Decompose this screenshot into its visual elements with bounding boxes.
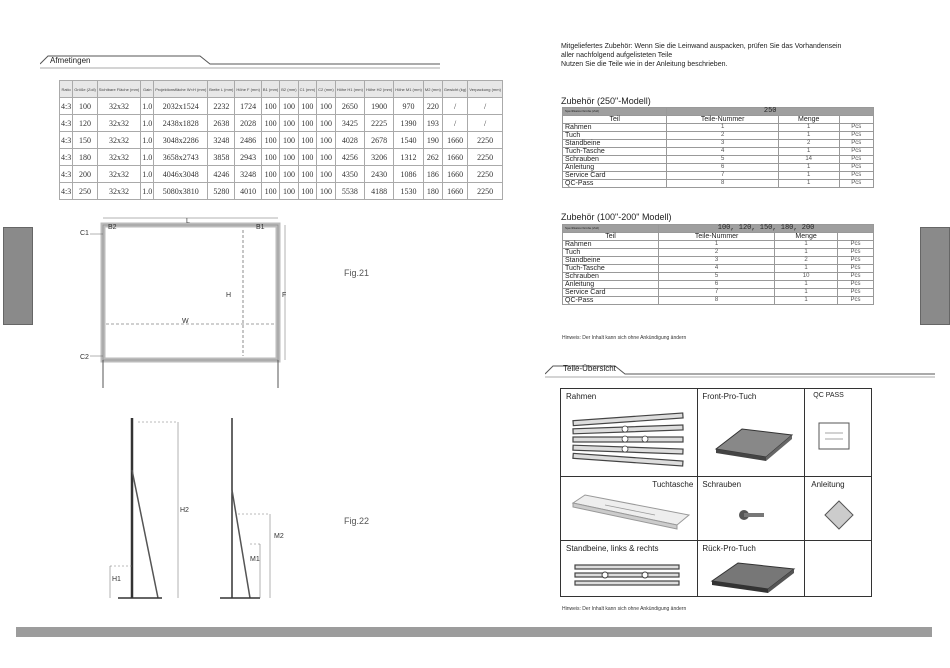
dim-cell: 2032x1524 bbox=[154, 98, 208, 115]
acc100-row bbox=[563, 241, 874, 249]
acc100-cell: Pcs bbox=[838, 257, 874, 265]
dim-cell: 1900 bbox=[364, 98, 393, 115]
dim-cell: 100 bbox=[280, 166, 298, 183]
footer-bar bbox=[16, 627, 932, 637]
dim-header-cell: B1 (mm) bbox=[261, 81, 279, 98]
acc250-row bbox=[563, 132, 874, 140]
dim-cell: 1390 bbox=[394, 115, 424, 132]
dim-cell: 100 bbox=[261, 132, 279, 149]
acc100-cell: 4 bbox=[659, 265, 775, 273]
dim-cell: 32x32 bbox=[97, 115, 140, 132]
dim-cell: 100 bbox=[317, 132, 336, 149]
dim-cell: 262 bbox=[423, 149, 442, 166]
parts-header bbox=[545, 360, 935, 380]
acc250-row bbox=[563, 180, 874, 188]
dim-cell: 100 bbox=[261, 98, 279, 115]
acc100-column-header: Teile-Nummer bbox=[659, 233, 775, 241]
dim-cell: 1530 bbox=[394, 183, 424, 200]
dim-cell: 32x32 bbox=[97, 183, 140, 200]
acc250-cell: 1 bbox=[778, 148, 839, 156]
acc100-cell: 8 bbox=[659, 297, 775, 305]
acc250-cell: Pcs bbox=[839, 164, 874, 172]
dim-header-cell: Höhe H2 (mm) bbox=[364, 81, 393, 98]
fig22-h1-label: H1 bbox=[112, 576, 121, 583]
dim-cell: 1660 bbox=[442, 149, 467, 166]
acc100-row bbox=[563, 265, 874, 273]
acc250-cell: 1 bbox=[778, 164, 839, 172]
acc250-cell: 2 bbox=[778, 140, 839, 148]
acc100-cell: Pcs bbox=[838, 241, 874, 249]
fig22-m2-label: M2 bbox=[274, 533, 284, 540]
dim-cell: / bbox=[442, 115, 467, 132]
acc250-cell: 3 bbox=[667, 140, 778, 148]
dim-header-cell: Breite L (mm) bbox=[208, 81, 235, 98]
dim-cell: 180 bbox=[423, 183, 442, 200]
acc250-cell: Pcs bbox=[839, 148, 874, 156]
acc100-cell: Tuch-Tasche bbox=[563, 265, 659, 273]
right-page-tab bbox=[920, 227, 950, 325]
acc100-cell: 5 bbox=[659, 273, 775, 281]
dim-cell: 4:3 bbox=[60, 183, 73, 200]
fig21-w-label: W bbox=[182, 318, 189, 325]
acc250-column-header bbox=[839, 116, 874, 124]
dim-cell: 100 bbox=[261, 115, 279, 132]
dim-cell: / bbox=[442, 98, 467, 115]
dim-cell: 1660 bbox=[442, 183, 467, 200]
dim-table-row bbox=[60, 183, 503, 200]
acc250-cell: 6 bbox=[667, 164, 778, 172]
acc250-row bbox=[563, 164, 874, 172]
fig21-f-label: F bbox=[282, 292, 287, 299]
dim-cell: 100 bbox=[261, 166, 279, 183]
part-label-rueck: Rück-Pro-Tuch bbox=[702, 544, 756, 553]
dim-header-cell: Projektionsfläche W×H (mm) bbox=[154, 81, 208, 98]
fig21-b1-label: B1 bbox=[256, 224, 265, 231]
fig22-label: Fig.22 bbox=[344, 516, 370, 526]
acc250-cell: Pcs bbox=[839, 132, 874, 140]
acc250-cell: 1 bbox=[778, 172, 839, 180]
dim-cell: 3206 bbox=[364, 149, 393, 166]
fig21-l-label: L bbox=[186, 218, 190, 225]
dim-cell: 4:3 bbox=[60, 166, 73, 183]
acc100-row bbox=[563, 297, 874, 305]
acc100-cell: 1 bbox=[775, 265, 838, 273]
dim-cell: 4010 bbox=[235, 183, 262, 200]
dim-cell: 5080x3810 bbox=[154, 183, 208, 200]
acc250-cell: 2 bbox=[667, 132, 778, 140]
dim-cell: 100 bbox=[280, 132, 298, 149]
dim-cell: 1.0 bbox=[141, 183, 154, 200]
acc250-cell: Pcs bbox=[839, 140, 874, 148]
dim-cell: / bbox=[468, 98, 503, 115]
dim-header-cell: M2 (mm) bbox=[423, 81, 442, 98]
acc250-cell: QC-Pass bbox=[563, 180, 667, 188]
acc250-cell: Pcs bbox=[839, 172, 874, 180]
acc100-column-header: Menge bbox=[775, 233, 838, 241]
dim-cell: 3248 bbox=[235, 166, 262, 183]
dimension-table bbox=[59, 80, 503, 200]
acc100-cell: 7 bbox=[659, 289, 775, 297]
dim-cell: 2250 bbox=[468, 166, 503, 183]
dim-cell: 3425 bbox=[335, 115, 364, 132]
left-page-tab bbox=[3, 227, 33, 325]
qc-pass-card-icon bbox=[817, 419, 857, 459]
acc100-cell: 1 bbox=[775, 249, 838, 257]
dim-cell: 2232 bbox=[208, 98, 235, 115]
dim-cell: 100 bbox=[73, 98, 98, 115]
fig22-m1-label: M1 bbox=[250, 556, 260, 563]
dim-cell: 190 bbox=[423, 132, 442, 149]
acc100-row bbox=[563, 281, 874, 289]
acc100-cell: Pcs bbox=[838, 249, 874, 257]
part-cell-qc bbox=[805, 389, 872, 477]
acc100-cell: 3 bbox=[659, 257, 775, 265]
dim-cell: 100 bbox=[298, 132, 317, 149]
section-header-line bbox=[40, 52, 440, 72]
content-note-2: Hinweis: Der Inhalt kann sich ohne Ankündigung ändern bbox=[562, 606, 687, 612]
parts-overview-table bbox=[560, 388, 872, 597]
dim-cell: 1660 bbox=[442, 132, 467, 149]
fig21-b2-label: B2 bbox=[108, 224, 117, 231]
acc100-table bbox=[562, 224, 874, 305]
dim-cell: 2943 bbox=[235, 149, 262, 166]
acc100-cell: 1 bbox=[659, 241, 775, 249]
dim-header-cell: Verpackung (mm) bbox=[468, 81, 503, 98]
dim-cell: 200 bbox=[73, 166, 98, 183]
acc250-row bbox=[563, 148, 874, 156]
dim-cell: 4350 bbox=[335, 166, 364, 183]
acc100-cell: Tuch bbox=[563, 249, 659, 257]
dim-cell: 100 bbox=[280, 149, 298, 166]
part-cell-front bbox=[698, 389, 805, 477]
acc250-cell: 4 bbox=[667, 148, 778, 156]
dim-cell: 5538 bbox=[335, 183, 364, 200]
dim-cell: 1.0 bbox=[141, 132, 154, 149]
acc100-cell: Service Card bbox=[563, 289, 659, 297]
acc100-cell: Rahmen bbox=[563, 241, 659, 249]
acc100-spec-label: Spezifikation/Größe (Zoll) bbox=[563, 225, 659, 233]
dim-cell: 2028 bbox=[235, 115, 262, 132]
dim-cell: 186 bbox=[423, 166, 442, 183]
acc250-row bbox=[563, 172, 874, 180]
front-screen-icon bbox=[702, 411, 802, 471]
dim-cell: / bbox=[468, 115, 503, 132]
dim-cell: 2678 bbox=[364, 132, 393, 149]
screw-icon bbox=[732, 495, 772, 535]
acc250-cell: Tuch bbox=[563, 132, 667, 140]
acc100-cell: Pcs bbox=[838, 297, 874, 305]
intro-text bbox=[561, 42, 841, 69]
part-label-qc: QC PASS bbox=[813, 392, 844, 399]
dim-table-row bbox=[60, 166, 503, 183]
dim-cell: 2225 bbox=[364, 115, 393, 132]
dim-cell: 100 bbox=[298, 149, 317, 166]
dim-cell: 4256 bbox=[335, 149, 364, 166]
acc100-row bbox=[563, 273, 874, 281]
section-title: Afmetingen bbox=[50, 56, 91, 65]
part-cell-standbeine bbox=[561, 541, 698, 597]
dim-cell: 3248 bbox=[208, 132, 235, 149]
fig21-frame-diagram bbox=[78, 210, 308, 390]
acc100-spec-value: 100, 120, 150, 180, 200 bbox=[659, 225, 874, 233]
dim-header-cell: Höhe M1 (mm) bbox=[394, 81, 424, 98]
acc250-cell: 1 bbox=[778, 132, 839, 140]
part-cell-empty bbox=[805, 541, 872, 597]
dim-cell: 100 bbox=[317, 183, 336, 200]
acc250-row bbox=[563, 156, 874, 164]
dim-cell: 100 bbox=[317, 166, 336, 183]
dim-cell: 4:3 bbox=[60, 132, 73, 149]
acc250-cell: Standbeine bbox=[563, 140, 667, 148]
part-cell-anleitung bbox=[805, 477, 872, 541]
dim-cell: 193 bbox=[423, 115, 442, 132]
dim-cell: 1660 bbox=[442, 166, 467, 183]
intro-line-1: Mitgeliefertes Zubehör: Wenn Sie die Leinwand auspacken, prüfen Sie das Vorhandensein bbox=[561, 43, 842, 50]
dim-cell: 4:3 bbox=[60, 115, 73, 132]
acc250-row bbox=[563, 124, 874, 132]
fig21-c1-label: C1 bbox=[80, 230, 89, 237]
dim-cell: 32x32 bbox=[97, 166, 140, 183]
parts-title: Teile-Übersicht bbox=[563, 364, 616, 373]
acc100-column-header bbox=[838, 233, 874, 241]
dim-cell: 2430 bbox=[364, 166, 393, 183]
acc100-row bbox=[563, 249, 874, 257]
dim-cell: 100 bbox=[261, 183, 279, 200]
fig22-side-diagram bbox=[100, 410, 300, 605]
frame-parts-icon bbox=[565, 403, 695, 473]
acc100-title: Zubehör (100"-200" Modell) bbox=[561, 212, 672, 222]
part-cell-schrauben bbox=[698, 477, 805, 541]
acc100-cell: Pcs bbox=[838, 289, 874, 297]
dim-cell: 2250 bbox=[468, 149, 503, 166]
dim-cell: 1.0 bbox=[141, 149, 154, 166]
acc250-column-header: Teil bbox=[563, 116, 667, 124]
acc250-row bbox=[563, 140, 874, 148]
acc100-cell: Schrauben bbox=[563, 273, 659, 281]
part-label-schrauben: Schrauben bbox=[702, 480, 742, 489]
dim-cell: 120 bbox=[73, 115, 98, 132]
part-label-anleitung: Anleitung bbox=[811, 480, 845, 489]
acc250-cell: 1 bbox=[778, 124, 839, 132]
dim-cell: 100 bbox=[298, 166, 317, 183]
dim-cell: 2638 bbox=[208, 115, 235, 132]
dim-cell: 2650 bbox=[335, 98, 364, 115]
dim-cell: 100 bbox=[317, 115, 336, 132]
content-note-1: Hinweis: Der Inhalt kann sich ohne Ankündigung ändern bbox=[562, 335, 687, 341]
acc100-cell: Anleitung bbox=[563, 281, 659, 289]
acc100-cell: 1 bbox=[775, 289, 838, 297]
acc100-cell: 10 bbox=[775, 273, 838, 281]
dim-cell: 32x32 bbox=[97, 98, 140, 115]
dim-cell: 220 bbox=[423, 98, 442, 115]
acc100-cell: Standbeine bbox=[563, 257, 659, 265]
dim-cell: 1.0 bbox=[141, 115, 154, 132]
afmetingen-header bbox=[40, 52, 440, 72]
rear-screen-icon bbox=[702, 553, 802, 599]
acc250-cell: Rahmen bbox=[563, 124, 667, 132]
dim-table-row bbox=[60, 149, 503, 166]
dim-cell: 4:3 bbox=[60, 98, 73, 115]
dim-cell: 1724 bbox=[235, 98, 262, 115]
acc100-cell: 1 bbox=[775, 241, 838, 249]
dim-cell: 1540 bbox=[394, 132, 424, 149]
dim-cell: 2250 bbox=[468, 132, 503, 149]
dim-cell: 1.0 bbox=[141, 98, 154, 115]
acc250-spec-value: 250 bbox=[667, 108, 874, 116]
dim-header-cell: Ratio bbox=[60, 81, 73, 98]
acc100-cell: 2 bbox=[659, 249, 775, 257]
dim-cell: 100 bbox=[280, 183, 298, 200]
manual-icon bbox=[821, 495, 861, 535]
acc250-cell: Schrauben bbox=[563, 156, 667, 164]
acc250-spec-label: Spezifikation/Größe (Zoll) bbox=[563, 108, 667, 116]
dim-cell: 4028 bbox=[335, 132, 364, 149]
acc100-row bbox=[563, 289, 874, 297]
acc100-cell: 1 bbox=[775, 297, 838, 305]
acc250-cell: Tuch-Tasche bbox=[563, 148, 667, 156]
dim-table-row bbox=[60, 115, 503, 132]
acc100-row bbox=[563, 257, 874, 265]
dim-cell: 100 bbox=[298, 98, 317, 115]
dim-header-cell: Gain bbox=[141, 81, 154, 98]
dim-cell: 100 bbox=[261, 149, 279, 166]
part-cell-tasche bbox=[561, 477, 698, 541]
dim-cell: 5280 bbox=[208, 183, 235, 200]
acc100-cell: 2 bbox=[775, 257, 838, 265]
acc100-cell: QC-Pass bbox=[563, 297, 659, 305]
dim-header-cell: Höhe H1 (mm) bbox=[335, 81, 364, 98]
part-label-front: Front-Pro-Tuch bbox=[702, 392, 757, 401]
acc250-cell: 7 bbox=[667, 172, 778, 180]
dim-cell: 2486 bbox=[235, 132, 262, 149]
dim-cell: 180 bbox=[73, 149, 98, 166]
acc250-table bbox=[562, 107, 874, 188]
dim-cell: 1086 bbox=[394, 166, 424, 183]
dim-table-row bbox=[60, 98, 503, 115]
dim-cell: 100 bbox=[317, 149, 336, 166]
dim-cell: 2250 bbox=[468, 183, 503, 200]
dim-header-cell: Größe (Zoll) bbox=[73, 81, 98, 98]
dim-cell: 100 bbox=[298, 183, 317, 200]
acc250-cell: Anleitung bbox=[563, 164, 667, 172]
dim-header-cell: B2 (mm) bbox=[280, 81, 298, 98]
acc250-cell: 1 bbox=[778, 180, 839, 188]
part-label-rahmen: Rahmen bbox=[566, 392, 597, 401]
fig21-label: Fig.21 bbox=[344, 268, 370, 278]
acc100-cell: 1 bbox=[775, 281, 838, 289]
acc100-cell: Pcs bbox=[838, 281, 874, 289]
part-label-standbeine: Standbeine, links & rechts bbox=[566, 544, 659, 553]
dim-cell: 3048x2286 bbox=[154, 132, 208, 149]
acc250-cell: Service Card bbox=[563, 172, 667, 180]
fig21-c2-label: C2 bbox=[80, 354, 89, 361]
dim-cell: 32x32 bbox=[97, 149, 140, 166]
acc250-cell: 8 bbox=[667, 180, 778, 188]
acc250-cell: Pcs bbox=[839, 156, 874, 164]
dim-cell: 150 bbox=[73, 132, 98, 149]
dim-table-row bbox=[60, 132, 503, 149]
dim-cell: 100 bbox=[317, 98, 336, 115]
dim-cell: 4046x3048 bbox=[154, 166, 208, 183]
dim-header-cell: Gewicht (kg) bbox=[442, 81, 467, 98]
acc250-cell: 5 bbox=[667, 156, 778, 164]
screen-bag-icon bbox=[565, 489, 695, 539]
dim-cell: 3858 bbox=[208, 149, 235, 166]
dim-cell: 970 bbox=[394, 98, 424, 115]
acc250-column-header: Teile-Nummer bbox=[667, 116, 778, 124]
acc100-cell: Pcs bbox=[838, 273, 874, 281]
part-label-tasche: Tuchtasche bbox=[652, 480, 694, 489]
dim-cell: 100 bbox=[280, 98, 298, 115]
dim-cell: 4188 bbox=[364, 183, 393, 200]
part-cell-rahmen bbox=[561, 389, 698, 477]
dim-cell: 3658x2743 bbox=[154, 149, 208, 166]
dim-cell: 100 bbox=[280, 115, 298, 132]
dim-header-cell: C2 (mm) bbox=[317, 81, 336, 98]
acc250-title: Zubehör (250"-Modell) bbox=[561, 96, 651, 106]
dim-header-cell: Höhe F (mm) bbox=[235, 81, 262, 98]
fig22-h2-label: H2 bbox=[180, 507, 189, 514]
dim-cell: 1.0 bbox=[141, 166, 154, 183]
intro-line-3: Nutzen Sie die Teile wie in der Anleitung beschrieben. bbox=[561, 61, 728, 68]
dim-cell: 100 bbox=[298, 115, 317, 132]
fig21-h-label: H bbox=[226, 292, 232, 299]
dim-cell: 1312 bbox=[394, 149, 424, 166]
dim-cell: 2438x1828 bbox=[154, 115, 208, 132]
acc100-column-header: Teil bbox=[563, 233, 659, 241]
dim-cell: 32x32 bbox=[97, 132, 140, 149]
acc100-cell: 6 bbox=[659, 281, 775, 289]
acc250-cell: 1 bbox=[667, 124, 778, 132]
acc250-cell: 14 bbox=[778, 156, 839, 164]
dim-cell: 4246 bbox=[208, 166, 235, 183]
acc250-cell: Pcs bbox=[839, 124, 874, 132]
dim-cell: 4:3 bbox=[60, 149, 73, 166]
acc250-cell: Pcs bbox=[839, 180, 874, 188]
acc250-column-header: Menge bbox=[778, 116, 839, 124]
stand-legs-icon bbox=[565, 555, 695, 595]
dim-header-cell: C1 (mm) bbox=[298, 81, 317, 98]
acc100-cell: Pcs bbox=[838, 265, 874, 273]
dim-header-cell: Sichtbare Fläche (mm) bbox=[97, 81, 140, 98]
dim-cell: 250 bbox=[73, 183, 98, 200]
intro-line-2: aller nachfolgend aufgelisteten Teile bbox=[561, 52, 673, 59]
part-cell-rueck bbox=[698, 541, 805, 597]
